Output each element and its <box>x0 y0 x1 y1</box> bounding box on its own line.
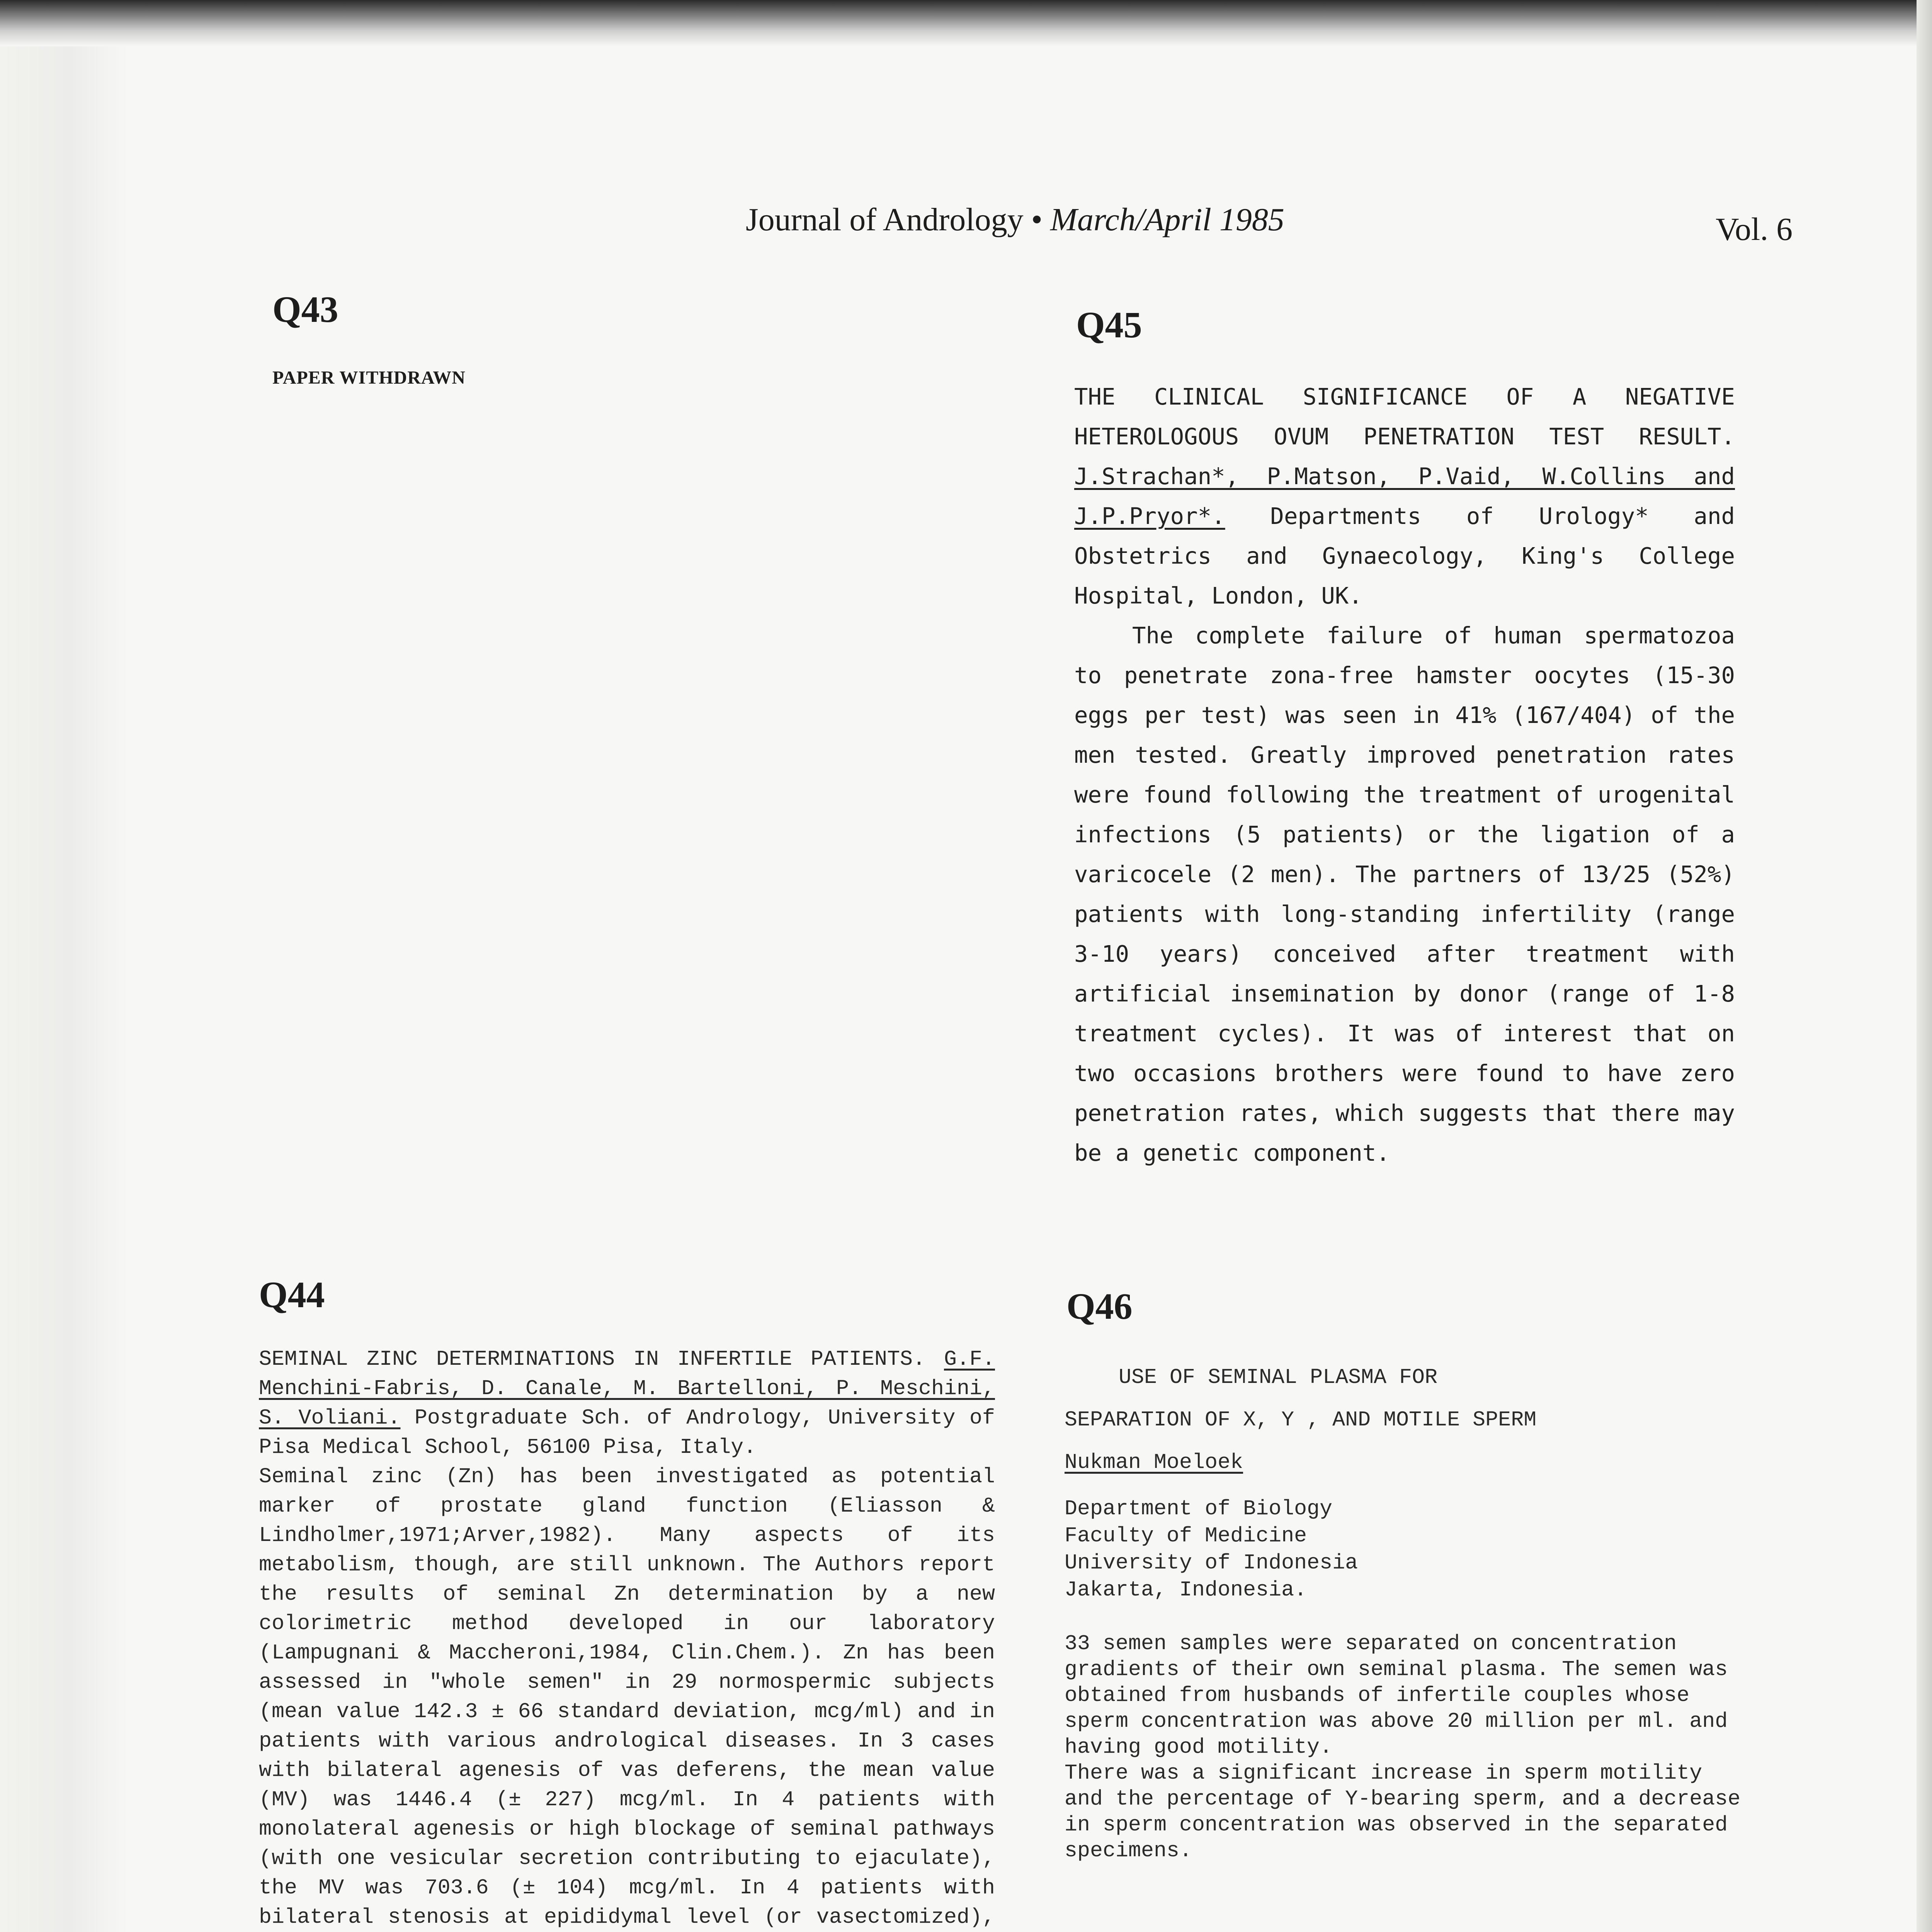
abstract-q44 <box>259 1345 995 1932</box>
q46-affiliation-line-4: Jakarta, Indonesia. <box>1065 1578 1307 1602</box>
scan-shadow-left <box>0 0 128 1932</box>
abstract-label-q45: Q45 <box>1076 304 1142 345</box>
q45-authors: J.Strachan*, P.Matson, P.Vaid, W.Collins and J.P.Pryor*. <box>1074 463 1735 529</box>
q46-affiliation-line-2: Faculty of Medicine <box>1065 1524 1307 1548</box>
q46-title-line-1: USE OF SEMINAL PLASMA FOR <box>1119 1365 1438 1389</box>
q46-body <box>1065 1631 1752 1864</box>
header-separator: • <box>1031 202 1043 238</box>
issue-date: March/April 1985 <box>1050 202 1284 238</box>
q44-title: SEMINAL ZINC DETERMINATIONS IN INFERTILE PATIENTS. <box>259 1347 925 1371</box>
q45-body: The complete failure of human spermatozoa to penetrate zona-free hamster oocytes (15-30 eggs per test) was seen in 41% (167/404) of the men tested. Greatly improved penetration rates were found following the treatment of urogenital infections (5 patients) or the ligation of a varicocele (2 men). The partners of 13/25 (52%) patients with long-standing infertility (range 3-10 years) conceived after treatment with artificial insemination by donor (range of 1-8 treatment cycles). It was of interest that on two occasions brothers were found to have zero penetration rates, which suggests that there may be a genetic component. <box>1074 622 1735 1166</box>
q46-affiliation-line-1: Department of Biology <box>1065 1497 1333 1521</box>
q44-affiliation: Postgraduate Sch. of Andrology, University of Pisa Medical School, 56100 Pisa, Italy. <box>259 1406 995 1459</box>
scan-shadow-right <box>1917 0 1932 1932</box>
q45-title: THE CLINICAL SIGNIFICANCE OF A NEGATIVE HETEROLOGOUS OVUM PENETRATION TEST RESULT. <box>1074 383 1735 450</box>
q45-heading <box>1074 377 1735 616</box>
abstract-q46 <box>1065 1364 1752 1864</box>
running-header <box>746 201 1284 238</box>
journal-title: Journal of Andrology <box>746 202 1024 238</box>
q46-body-paragraph-2: There was a significant increase in sperm motility and the percentage of Y-bearing sperm, and a decrease in sperm concentration was observed in the separated specimens. <box>1065 1761 1741 1863</box>
q45-affiliation: Departments of Urology* and Obstetrics and Gynaecology, King's College Hospital, London, UK. <box>1074 503 1735 609</box>
abstract-q45 <box>1074 377 1735 1173</box>
q46-affiliation-line-3: University of Indonesia <box>1065 1551 1358 1575</box>
q46-author: Nukman Moeloek <box>1065 1450 1243 1475</box>
abstract-label-q43: Q43 <box>272 289 338 330</box>
q46-title-line-2: SEPARATION OF X, Y , AND MOTILE SPERM <box>1065 1408 1537 1432</box>
abstract-label-q46: Q46 <box>1066 1286 1133 1327</box>
scan-shadow-top <box>0 0 1932 46</box>
volume-number: Vol. 6 <box>1716 211 1793 247</box>
q44-body: Seminal zinc (Zn) has been investigated as potential marker of prostate gland function (Eliasson & Lindholmer,1971;Arver,1982). Many aspects of its metabolism, though, are still unknown. The Authors report the results of seminal Zn determination by a new colorimetric method developed in our laboratory (Lampugnani & Maccheroni,1984, Clin.Chem.). Zn has been assessed in "whole semen" in 29 normospermic subjects (mean value 142.3 ± 66 standard deviation, mcg/ml) and in patients with various andrological diseases. In 3 cases with bilateral agenesis of vas deferens, the mean value (MV) was 1446.4 (± 227) mcg/ml. In 4 patients with monolateral agenesis or high blockage of seminal pathways (with one vesicular secretion contributing to ejaculate), the MV was 703.6 (± 104) mcg/ml. In 4 patients with bilateral stenosis at epididymal level (or vasectomized), <box>259 1464 995 1929</box>
q46-body-paragraph-1: 33 semen samples were separated on concentration gradients of their own seminal plasma. The semen was obtained from husbands of infertile couples whose sperm concentration was above 20 million per ml. and having good motility. <box>1065 1631 1728 1759</box>
q44-authors: G.F. Menchini-Fabris, D. Canale, M. Bartelloni, P. Meschini, S. Voliani. <box>259 1347 995 1430</box>
abstract-label-q44: Q44 <box>259 1274 325 1315</box>
q44-heading <box>259 1345 995 1462</box>
withdrawn-notice: PAPER WITHDRAWN <box>272 367 466 388</box>
